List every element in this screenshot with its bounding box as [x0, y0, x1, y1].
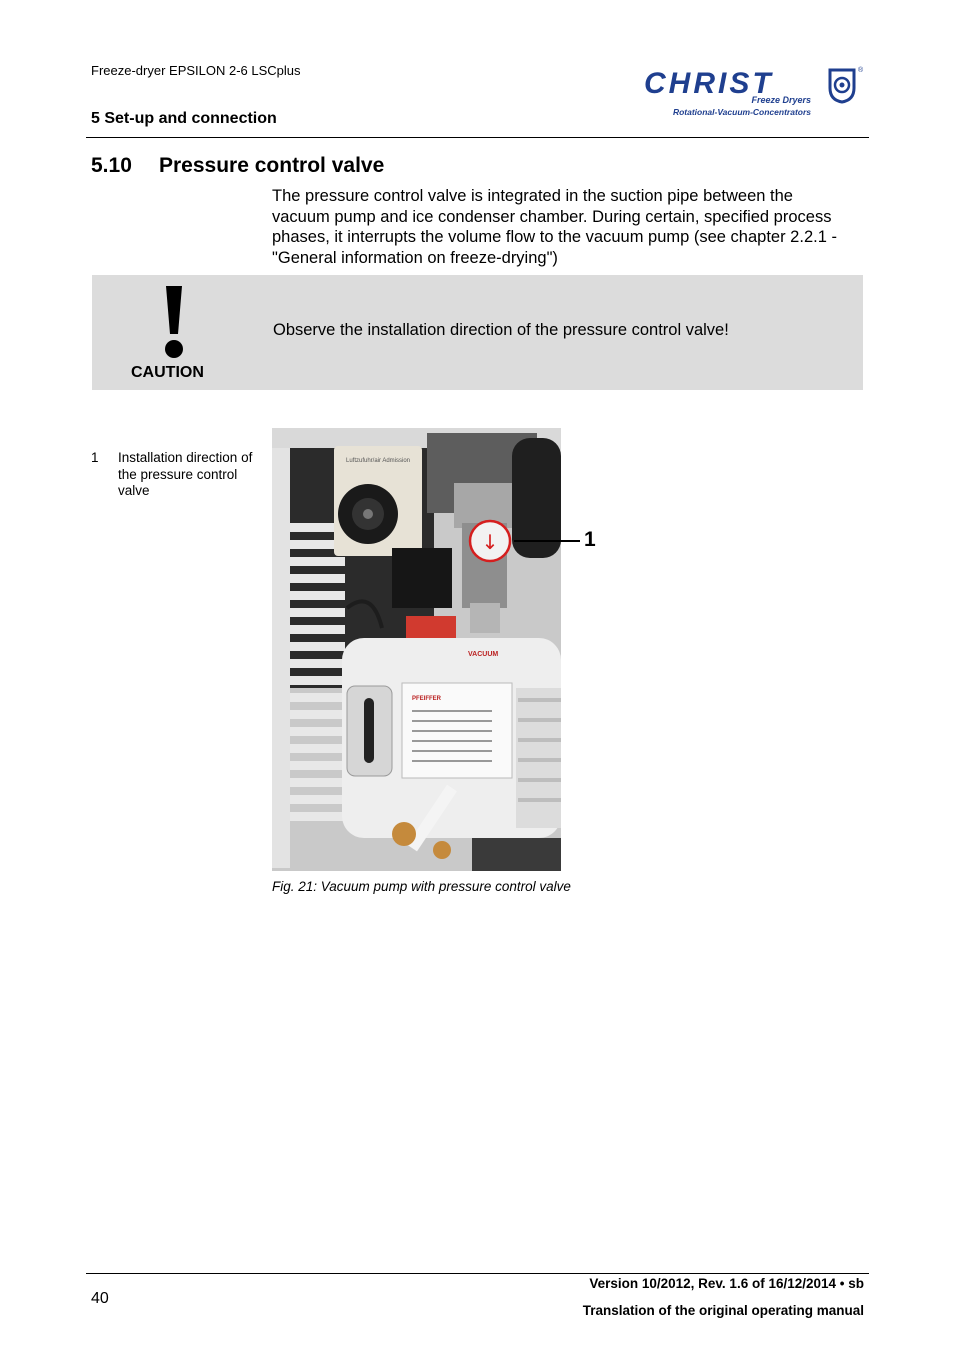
- exclamation-icon: [160, 284, 188, 360]
- logo-registered-mark: ®: [858, 67, 864, 74]
- caution-text: Observe the installation direction of the pressure control valve!: [273, 321, 729, 339]
- chapter-title: 5 Set-up and connection: [91, 110, 277, 127]
- flow-direction-arrow-icon: ↓: [481, 530, 499, 554]
- christ-logo: [640, 58, 868, 120]
- callout-number: 1: [584, 528, 596, 551]
- section-heading: [91, 154, 384, 178]
- pump-brand-label: PFEIFFER: [412, 696, 442, 702]
- translation-note: Translation of the original operating manual: [582, 1303, 864, 1318]
- version-info: Version 10/2012, Rev. 1.6 of 16/12/2014 • sb: [589, 1276, 864, 1291]
- figure-caption: Fig. 21: Vacuum pump with pressure control valve: [272, 879, 571, 894]
- logo-line2: Rotational-Vacuum-Concentrators: [672, 107, 811, 117]
- logo-brand-text: CHRIST: [644, 67, 774, 100]
- logo-swirl-icon: [830, 70, 854, 102]
- intro-paragraph: The pressure control valve is integrated in the suction pipe between the vacuum pump and ice condenser chamber. During certain, specified process phases, it interrupts the volume flow to the vacuum pump (see chapter 2.2.1 - "General information on freeze-drying"): [272, 187, 837, 267]
- callout-leader-line: [514, 540, 580, 542]
- christ-logo-graphic: [640, 58, 868, 120]
- document-title: Freeze-dryer EPSILON 2-6 LSCplus: [91, 63, 301, 78]
- section-number: 5.10: [91, 154, 132, 177]
- header-divider: [86, 137, 869, 138]
- vacuum-pump-photo: [272, 428, 561, 871]
- section-title: Pressure control valve: [159, 154, 385, 177]
- pump-model-label: VACUUM: [468, 651, 499, 658]
- legend-text: Installation direction of the pressure control valve: [118, 450, 253, 498]
- page-number: 40: [91, 1290, 109, 1307]
- logo-line1: Freeze Dryers: [751, 95, 811, 105]
- legend-number: 1: [91, 450, 99, 465]
- dial-label: Luftzufuhr/air Admission: [345, 458, 411, 464]
- caution-label: CAUTION: [131, 364, 204, 381]
- footer-divider: [86, 1273, 869, 1274]
